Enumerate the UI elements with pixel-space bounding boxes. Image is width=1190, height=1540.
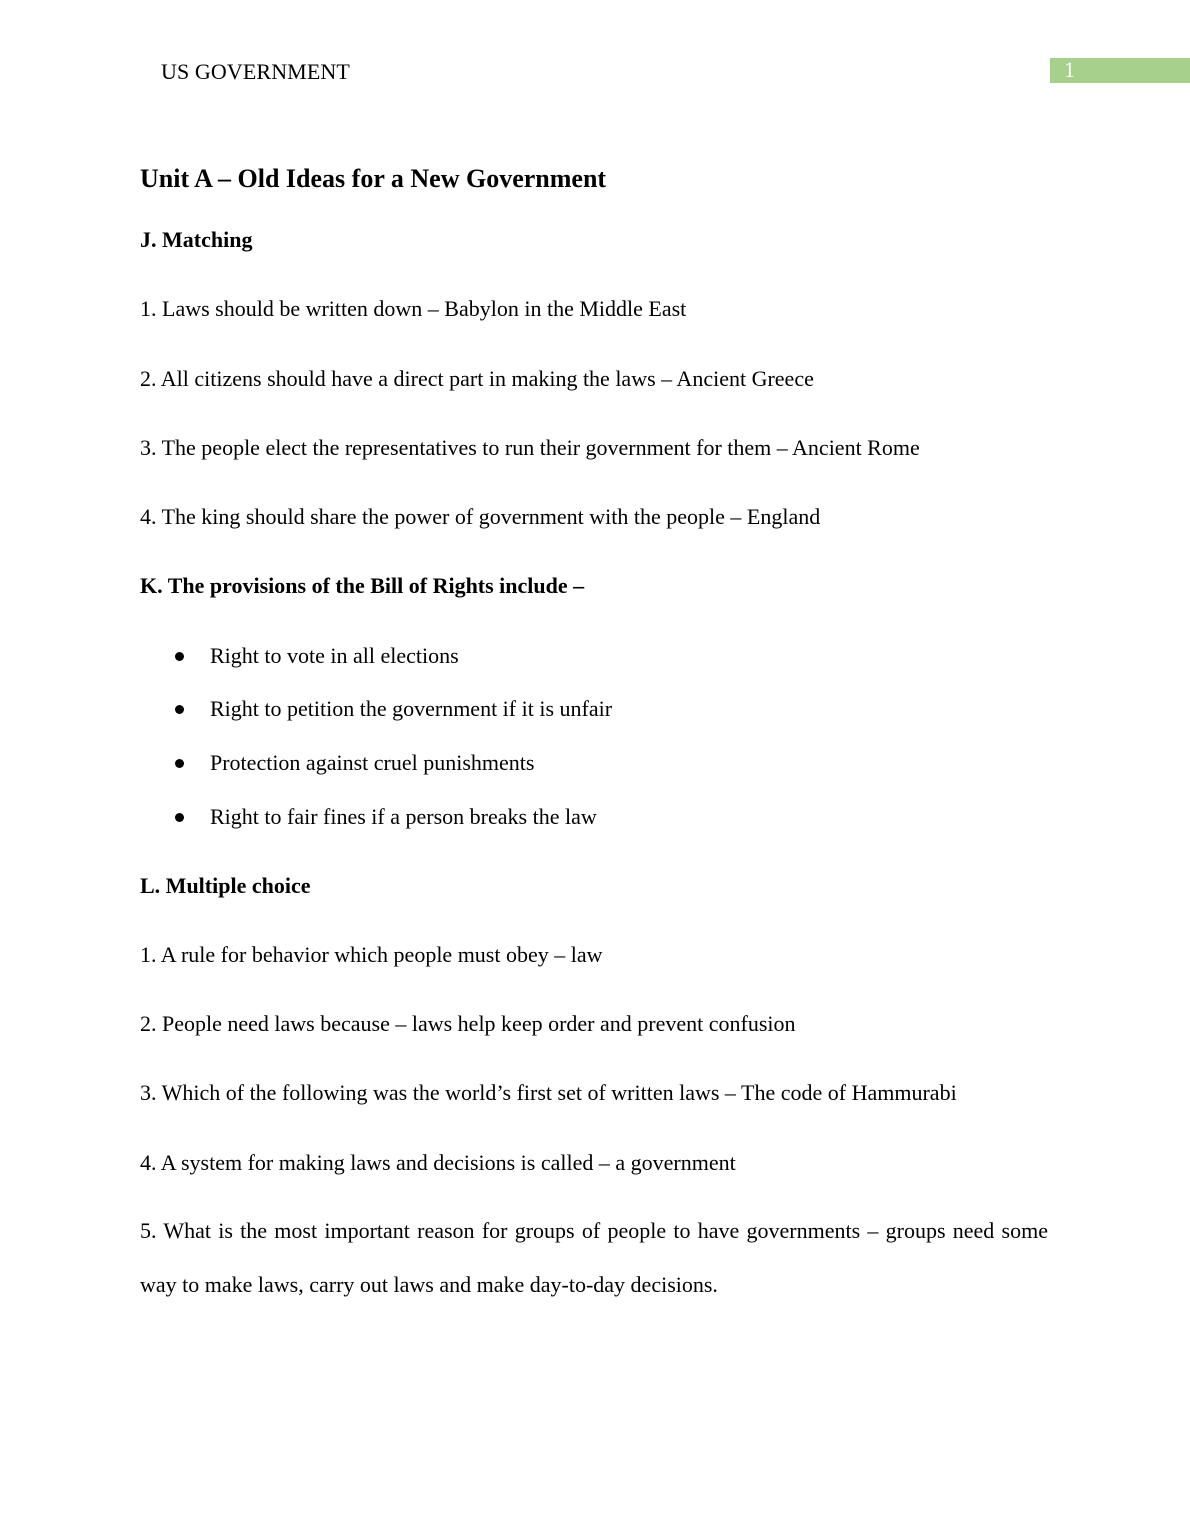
document-title: Unit A – Old Ideas for a New Government <box>140 164 607 193</box>
multiple-choice-item: 3. Which of the following was the world’s first set of written laws – The code of Hammurabi <box>140 1080 957 1105</box>
matching-item: 2. All citizens should have a direct part in making the laws – Ancient Greece <box>140 366 814 391</box>
bullet-icon <box>175 759 184 768</box>
bullet-text: Right to petition the government if it is unfair <box>210 696 613 721</box>
section-k-heading: K. The provisions of the Bill of Rights include – <box>140 573 585 598</box>
page-number: 1 <box>1064 57 1075 82</box>
page-number-bar <box>1050 58 1190 83</box>
section-l-heading: L. Multiple choice <box>140 873 311 898</box>
section-j-heading: J. Matching <box>140 227 253 252</box>
bullet-icon <box>175 652 184 661</box>
multiple-choice-item: 4. A system for making laws and decisions is called – a government <box>140 1150 736 1175</box>
bullet-text: Protection against cruel punishments <box>210 750 535 775</box>
bullet-text: Right to fair fines if a person breaks the law <box>210 804 597 829</box>
bullet-icon <box>175 705 184 714</box>
multiple-choice-item: 5. What is the most important reason for groups of people to have governments – groups need some way to make laws, carry out laws and make day-to-day decisions. <box>140 1218 1048 1297</box>
bullet-text: Right to vote in all elections <box>210 643 459 668</box>
matching-item: 3. The people elect the representatives to run their government for them – Ancient Rome <box>140 435 920 460</box>
multiple-choice-item: 2. People need laws because – laws help keep order and prevent confusion <box>140 1011 796 1036</box>
matching-item: 1. Laws should be written down – Babylon in the Middle East <box>140 296 687 321</box>
running-head: US GOVERNMENT <box>161 59 350 84</box>
multiple-choice-item: 1. A rule for behavior which people must obey – law <box>140 942 603 967</box>
matching-item: 4. The king should share the power of government with the people – England <box>140 504 821 529</box>
bullet-icon <box>175 813 184 822</box>
